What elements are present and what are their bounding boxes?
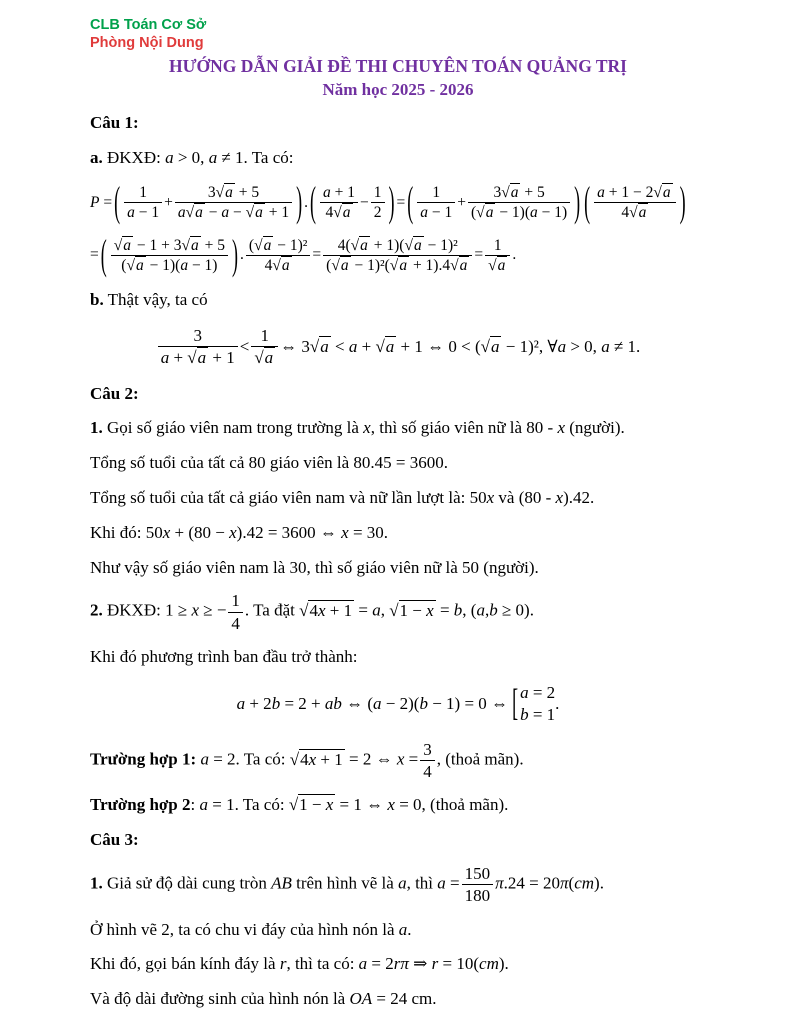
club-header <box>90 16 706 52</box>
math-operator: + <box>164 193 173 211</box>
text-run: Thật vậy, ta có <box>103 290 208 310</box>
big-left-paren-icon <box>113 178 121 227</box>
fraction <box>320 183 358 223</box>
item-label: b. <box>90 290 104 310</box>
fraction-denominator: 180 <box>462 884 494 906</box>
fraction-numerator: 4( √ a + 1)( √ a − 1)² <box>323 236 472 255</box>
sqrt-radical: √ a <box>375 336 396 356</box>
doc-title: HƯỚNG DẪN GIẢI ĐỀ THI CHUYÊN TOÁN QUẢNG TRỊ <box>169 56 627 77</box>
math-run: 1 ≥ x ≥ − <box>165 601 227 621</box>
item-label: 1. <box>90 873 103 893</box>
big-right-paren-icon <box>679 178 687 227</box>
math-punctuation: , <box>436 749 441 769</box>
cau2-line4 <box>90 521 706 545</box>
math-run: ⇔ 3 √ a < a + √ a + 1 ⇔ 0 < ( √ a − 1)², ∀a > 0, a ≠ 1. <box>280 337 640 357</box>
sqrt-radical: √ 1 − x <box>389 600 435 620</box>
math-run: P = <box>90 193 113 211</box>
math-punctuation: . <box>555 693 560 713</box>
math-operator: = <box>396 193 406 211</box>
fraction <box>158 325 238 369</box>
sqrt-radical: √ a <box>404 236 423 254</box>
math-run: (80 - x).42. <box>518 488 595 508</box>
fraction-numerator: 3 <box>423 739 432 759</box>
math-run: a, <box>398 873 411 893</box>
math-run: r <box>279 954 287 974</box>
text-run: ĐKXĐ: <box>102 148 166 168</box>
math-operator: + <box>457 193 466 211</box>
text-run: thì <box>410 873 438 893</box>
text-run: Khi đó: <box>90 522 146 542</box>
math-run: a = 1. <box>199 795 239 815</box>
sqrt-radical: √ a <box>182 236 201 254</box>
fraction-numerator: 150 <box>464 864 491 883</box>
text-run: Tổng số tuổi của tất cả giáo viên nam và nữ lần lượt là: <box>90 488 470 508</box>
math-punctuation: . <box>244 601 254 621</box>
cau2-line2 <box>90 451 706 475</box>
text-run: Tổng số tuổi của tất cả 80 giáo viên là 80.45 = 3600. <box>90 453 449 473</box>
fraction <box>175 183 292 223</box>
cau2-line3 <box>90 486 706 510</box>
item-label: a. <box>90 148 103 168</box>
fraction-denominator: ( √ a − 1)(a − 1) <box>468 202 570 222</box>
cau1-heading: Câu 1: <box>90 113 139 133</box>
cau3-heading: Câu 3: <box>90 830 139 850</box>
formula-p-line2 <box>90 236 706 276</box>
sqrt-radical: √ a <box>653 183 672 201</box>
math-operator: . <box>240 246 244 264</box>
math-punctuation: . <box>512 246 517 264</box>
math-run: a = 2rπ ⇒ r = 10(cm). <box>358 954 509 974</box>
fraction-numerator: a + 1 <box>323 183 355 201</box>
sqrt-radical: √ 4x + 1 <box>299 600 354 620</box>
sqrt-radical: √ a <box>481 336 502 356</box>
fraction-denominator: 4 √ a <box>594 202 676 222</box>
fraction-denominator: ( √ a − 1)²( √ a + 1).4 √ a <box>323 255 472 275</box>
text-run: Như vậy số giáo viên nam là 30, thì số giáo viên nữ là 50 (người). <box>90 557 539 577</box>
fraction <box>371 183 385 223</box>
text-run: Và độ dài đường sinh của hình nón là <box>90 989 350 1009</box>
fraction <box>417 183 455 223</box>
math-operator: = <box>474 246 484 264</box>
cau1-part-b <box>90 288 706 312</box>
math-operator: < <box>239 336 250 356</box>
fraction-denominator: 4 <box>228 612 243 634</box>
fraction-denominator: 4 <box>420 760 435 782</box>
fraction <box>124 183 162 223</box>
text-run: (người). <box>565 418 625 438</box>
fraction-numerator: 3 √ a + 5 <box>468 183 570 202</box>
big-right-paren-icon <box>388 178 396 227</box>
math-run: a <box>398 919 408 939</box>
text-run: (thoả mãn). <box>425 795 509 815</box>
text-run: , thì ta có: <box>286 954 359 974</box>
sqrt-radical: √ a <box>333 203 352 221</box>
big-left-paren-icon <box>406 178 414 227</box>
fraction-denominator <box>251 346 278 368</box>
left-bracket-icon <box>512 682 518 726</box>
sqrt-radical: √ a <box>310 336 331 356</box>
text-run: Khi đó, gọi bán kính đáy là <box>90 954 280 974</box>
text-run: và <box>494 488 519 508</box>
cau2-part2 <box>90 590 706 634</box>
math-run: a = 2. <box>200 749 240 769</box>
sqrt-radical: √ a <box>246 203 265 221</box>
item-label: 2. <box>90 601 103 621</box>
fraction-numerator: 1 <box>139 183 147 201</box>
math-run: a + 2b = 2 + ab ⇔ (a − 2)(b − 1) = 0 ⇔ <box>236 693 509 713</box>
math-run: a = <box>437 873 460 893</box>
big-left-paren-icon <box>100 231 108 280</box>
big-right-paren-icon <box>295 178 303 227</box>
math-run: π.24 = 20π(cm). <box>495 873 604 893</box>
case-2: b = 1 <box>520 704 556 724</box>
math-operator: = <box>90 246 99 264</box>
fraction-numerator: a + 1 − 2 √ a <box>594 183 676 202</box>
fraction-denominator: a − 1 <box>124 202 162 222</box>
math-run: a > 0, a ≠ 1. <box>165 148 248 168</box>
text-run: Gọi số giáo viên nam trong trường là <box>102 418 364 438</box>
cau3-line1 <box>90 863 706 907</box>
fraction-numerator: √ a − 1 + 3 √ a + 5 <box>111 236 228 255</box>
sqrt-radical: √ a <box>186 203 205 221</box>
text-run: Ở hình vẽ 2, ta có chu vi đáy của hình nón là <box>90 919 399 939</box>
case-label: Trường hợp 1: <box>90 749 197 769</box>
math-run: √ 4x + 1 = a, √ 1 − x = b, (a,b ≥ 0). <box>299 600 534 620</box>
text-run: Ta đặt <box>253 601 300 621</box>
sqrt-radical: √ a <box>254 236 273 254</box>
sqrt-radical: √ 1 − x <box>289 794 335 814</box>
fraction-denominator <box>485 255 510 275</box>
math-operator: − <box>360 193 369 211</box>
text-run: Ta có: <box>247 148 294 168</box>
fraction-numerator: 3 √ a + 5 <box>175 183 292 202</box>
math-run: AB <box>271 873 292 893</box>
big-right-paren-icon <box>573 178 581 227</box>
fraction-denominator: a + √ a + 1 <box>158 346 238 368</box>
text-run: Ta có: <box>239 749 290 769</box>
cau2-line1 <box>90 416 706 440</box>
text-run: trên hình vẽ là <box>291 873 399 893</box>
cau3-line4 <box>90 987 706 1011</box>
fraction-denominator: 4 √ a <box>320 202 358 222</box>
fraction <box>228 590 243 634</box>
fraction <box>323 236 472 276</box>
sqrt-radical: √ a <box>126 256 145 274</box>
fraction-denominator: a √ a − a − √ a + 1 <box>175 202 292 222</box>
case-label: Trường hợp 2 <box>90 795 191 815</box>
cases-column <box>520 682 555 726</box>
sqrt-radical: √ a <box>272 256 291 274</box>
cau2-case2 <box>90 793 706 817</box>
formula-inequality <box>90 325 706 369</box>
text-run: Khi đó phương trình ban đầu trở thành: <box>90 646 358 666</box>
fraction <box>420 739 435 783</box>
big-left-paren-icon <box>309 178 317 227</box>
fraction-denominator: ( √ a − 1)(a − 1) <box>111 255 228 275</box>
math-run: x <box>363 418 371 438</box>
club-name: CLB Toán Cơ Sở <box>90 17 207 33</box>
sqrt-radical: √ a <box>629 203 648 221</box>
fraction-denominator: 2 <box>371 202 385 222</box>
sqrt-radical: √ a <box>488 256 507 274</box>
department-name: Phòng Nội Dung <box>90 35 204 52</box>
fraction-numerator: ( √ a − 1)² <box>246 236 311 255</box>
fraction <box>485 236 510 276</box>
math-run: OA <box>349 989 373 1009</box>
cau2-line7 <box>90 645 706 669</box>
fraction-numerator: 1 <box>260 326 269 346</box>
math-operator: = <box>312 246 322 264</box>
fraction <box>251 325 278 369</box>
sqrt-radical: √ a <box>390 256 409 274</box>
sqrt-radical: √ a <box>187 347 208 367</box>
sqrt-radical: √ 4x + 1 <box>290 749 345 769</box>
math-run: √ 4x + 1 = 2 ⇔ x = <box>290 749 418 769</box>
fraction-denominator: 4 √ a <box>246 255 311 275</box>
math-run: √ 1 − x = 1 ⇔ x = 0, <box>289 794 426 814</box>
sqrt-radical: √ a <box>114 236 133 254</box>
cau1-part-a <box>90 146 706 170</box>
cau2-heading: Câu 2: <box>90 383 139 403</box>
sqrt-radical: √ a <box>351 236 370 254</box>
fraction-numerator: 1 <box>493 236 502 254</box>
item-label: 1. <box>90 418 103 438</box>
math-run: 50x + (80 − x).42 = 3600 ⇔ x = 30. <box>145 522 389 542</box>
fraction-denominator: a − 1 <box>417 202 455 222</box>
formula-substitution <box>90 682 706 726</box>
fraction-numerator: 1 <box>432 183 441 201</box>
case-1: a = 2 <box>520 682 556 702</box>
sqrt-radical: √ a <box>254 347 275 367</box>
math-run: 50x <box>469 488 495 508</box>
big-left-paren-icon <box>583 178 591 227</box>
text-run: = 24 cm. <box>372 989 437 1009</box>
sqrt-radical: √ a <box>450 256 469 274</box>
math-run: x <box>557 418 566 438</box>
cau3-line3 <box>90 952 706 976</box>
doc-subtitle: Năm học 2025 - 2026 <box>322 80 474 100</box>
formula-p-line1 <box>90 183 706 223</box>
fraction-numerator: 3 <box>193 326 202 346</box>
sqrt-radical: √ a <box>501 183 520 201</box>
fraction-numerator: 1 <box>373 183 382 201</box>
cau2-line5 <box>90 556 706 580</box>
fraction <box>246 236 311 276</box>
fraction <box>594 183 676 223</box>
solution-cases <box>508 682 555 726</box>
text-run: ĐKXĐ: <box>102 601 166 621</box>
fraction <box>468 183 570 223</box>
fraction <box>462 863 494 907</box>
math-operator: . <box>304 193 308 211</box>
text-run: , thì số giáo viên nữ là 80 - <box>370 418 558 438</box>
big-right-paren-icon <box>231 231 239 280</box>
text-run: Ta có: <box>238 795 289 815</box>
sqrt-radical: √ a <box>331 256 350 274</box>
text-run: : <box>190 795 200 815</box>
sqrt-radical: √ a <box>216 183 235 201</box>
fraction-numerator: 1 <box>231 591 240 611</box>
text-run: . <box>407 919 412 939</box>
text-run: (thoả mãn). <box>440 749 524 769</box>
text-run: Giả sử độ dài cung tròn <box>102 873 272 893</box>
cau2-case1 <box>90 739 706 783</box>
cau3-line2 <box>90 918 706 942</box>
sqrt-radical: √ a <box>476 203 495 221</box>
fraction <box>111 236 228 276</box>
